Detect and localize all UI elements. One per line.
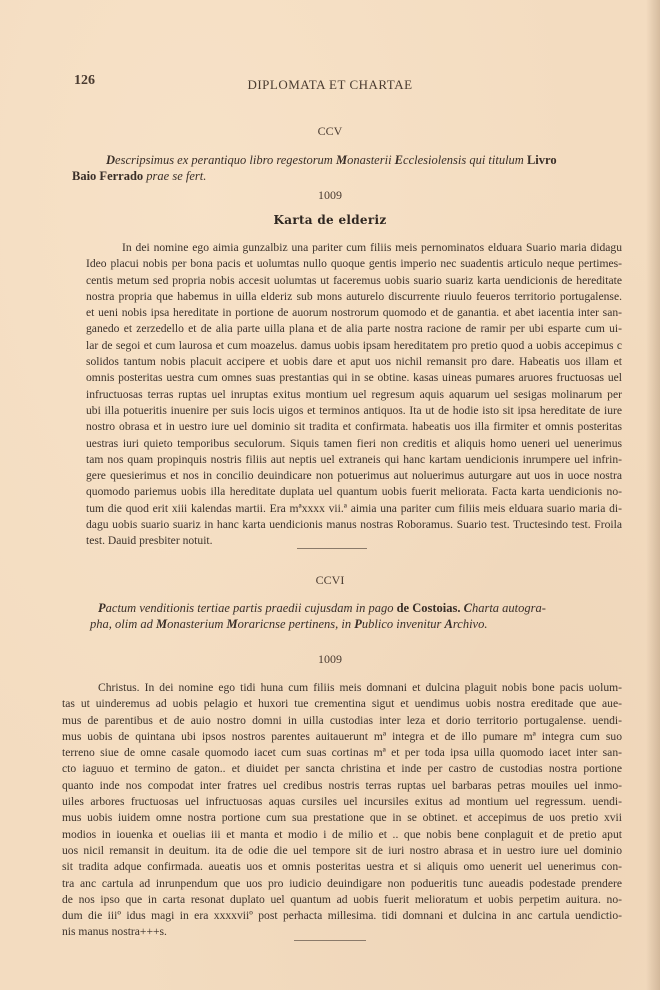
text-line: gere quesierimus et nos in concilio deuindicare non potuerimus aut noluerimus auturgare aut uos in uoce nostra <box>86 469 622 483</box>
page-number: 126 <box>74 73 95 88</box>
rubric-initial: A <box>444 617 453 631</box>
text-line: uiles arbores fructuosas uel infructuosas aquas cursiles uel incursiles exitus ad montium uel regressum. uendi- <box>62 795 622 809</box>
text-line: lar de segoi et cum laurosa et cum moazelus. damus uobis ipsam hereditatem pro pretio quod a uobis accepimus c <box>86 338 622 352</box>
text-line: sit tradita adque confirmada. aueatis uos et omnis posteritas uestra et si aliquis omo uenerit uel uenerimus con- <box>62 860 622 874</box>
rubric-text: onasterium <box>167 617 227 631</box>
text-line: nostra propria que habemus in uilla elderiz sub mons auturelo discurrente riuulo feueros territorio portugalense. <box>86 289 622 303</box>
page-edge-shadow <box>646 0 660 990</box>
text-line: In dei nomine ego aimia gunzalbiz una pariter cum filiis meis pernominatos elduara Suario maria didagu <box>122 241 622 254</box>
rubric-initial: P <box>98 601 106 615</box>
text-line: tam nos quam propinquis nostris filiis aut neptis uel extraneis qui hanc kartam uendicionis inrumpere uel infrin- <box>86 452 622 466</box>
text-line: mus de parentibus et de auio nostro domni in uilla custodias inter leza et dorio territorio portugalense. uendi- <box>62 713 622 727</box>
rubric-initial: M <box>155 617 168 631</box>
text-line: cto iaguuo et termino de gaton.. et diuidet per sancta christina et inde per castro de custodias nostra portione <box>62 762 622 776</box>
text-line: nis manus nostra+++s. <box>62 925 167 939</box>
running-head: DIPLOMATA ET CHARTAE <box>247 77 413 92</box>
text-line: nostro obrasa et in uestro iure uel dominio sit tradita et confirmata. habeatis uos illa firmiter et omnis posteritas <box>86 420 622 434</box>
text-line: et ueni nobis ipsa hereditate in portione de auorum nostrorum quomodo et de ganantia. et abet iacentia inter san- <box>86 306 622 320</box>
rubric-initial: M <box>226 617 238 631</box>
rubric-text: actum venditionis tertiae partis praedii cujusdam in pago <box>105 601 397 615</box>
document-numeral: CCVI <box>315 573 345 587</box>
document-year: 1009 <box>318 652 342 666</box>
document-rubric <box>78 600 622 632</box>
rubric-text: cclesiolensis qui titulum <box>403 153 527 167</box>
text-line: centis metum sed propria nobis accesit uolumtas ut faceremus uobis suario suariz karta uendicionis de hereditate <box>86 273 622 287</box>
rubric-initial: C <box>463 601 472 615</box>
text-line: dagu uobis suario suariz in hanc karta uendicionis manus nostras Roboramus. Suario test. Tructesindo test. Froila <box>86 518 622 532</box>
text-line: test. Dauid presbiter notuit. <box>86 534 213 548</box>
text-line: uestras iuri quieto temporibus seculorum. Siquis tamen fieri non creditis et aliquis homo ueneri uel uenerimus <box>86 436 622 450</box>
text-line: mus uobis de quintana ubi ipsos nostros parentes auitauerunt mª integra et de illo pumare mª integra cum suo <box>62 729 622 743</box>
document-body <box>62 680 622 941</box>
document-body <box>86 240 622 550</box>
rubric-initial: P <box>354 617 362 631</box>
text-line: quanto inde nos compodat inter fratres uel credibus nostris terras ruptas uel barbaras petras mouiles uel inmo- <box>62 778 622 792</box>
rubric-line: pha, olim ad Monasterium Moraricnse pertinens, in Publico invenitur Archivo. <box>90 617 488 631</box>
rubric-text: rchivo. <box>452 617 488 631</box>
document-title: Karta de elderiz <box>273 213 387 227</box>
text-line: modios in iouenka et ouelias iii et manta et modio i de milio et .. que nobis bene conplaguit et de pretio aput <box>62 827 622 841</box>
text-line: dum die iiiº idus magi in era xxxxviiº post perhacta millesima. tidi domnani et dulcina in anc cartula uendictio- <box>62 909 622 923</box>
text-line: Christus. In dei nomine ego tidi huna cum filiis meis domnani et dulcina plaguit nobis bone pacis uolum- <box>98 681 622 694</box>
rubric-initial: E <box>394 153 404 167</box>
rubric-line: Baio Ferrado prae se fert. <box>72 169 207 183</box>
text-line: tas ut uinderemus ad uobis pelagio et huxori tue crementina sigut et uendimus uobis nostra ereditade que aue- <box>62 697 622 711</box>
rubric-text: oraricnse pertinens, in <box>237 617 355 631</box>
text-line: Ideo placui nobis per bona pacis et uolumtas nullo quoque gentis imperio nec suadentis articulo neque pertimes- <box>86 257 622 271</box>
rubric-initial: M <box>335 153 348 167</box>
text-line: terreno siue de omne casale quomodo iacet cum suas cortinas mª et per toda ipsa uilla quomodo iacet inter san- <box>62 746 622 760</box>
text-line: mus uobis iuidem omne nostra portione cum sua prestatione que in se obtinet. et accepimus de uos pretio xvii <box>62 811 622 825</box>
rubric-initial: D <box>106 153 116 167</box>
text-line: uos nicil remansit in deuitum. ita de odie die uel tempore sit de iuri nostro abrasa et in uestro iure uel dominio <box>62 843 622 857</box>
rubric-line: Pactum venditionis tertiae partis praedii cujusdam in pago de Costoias. Charta autogra- <box>98 601 546 615</box>
text-line: solidos tantum nobis placuit accipere et uobis dare et aput uos nichil remansit pro dare. Habeatis uos illam et <box>86 355 622 369</box>
text-line: quomodo pariemus uobis illa hereditate duplata uel quantum uobis fuerit meliorata. Facta karta uendicionis no- <box>86 485 622 499</box>
text-line: ganedo et zerzedello et de alia parte uilla plana et de alia parte nostra racione de ramir per ubi esparte cum ui- <box>86 322 622 336</box>
rubric-text: de Costoias. <box>396 601 464 615</box>
section-divider <box>297 548 367 549</box>
rubric-text: ublico invenitur <box>361 617 445 631</box>
text-line: omnis posteritas uestra cum omnes suas prestantias qui in se obtine. kasas uineas pumares aruores fructuosas uel <box>86 371 622 385</box>
document-numeral: CCV <box>317 124 343 138</box>
section-divider <box>294 940 366 941</box>
text-line: de nos ipso que in carta resonat duplato uel quantum ad uobis fuerit melioratum et uobis perpetim auitura. no- <box>62 892 622 906</box>
rubric-text: escripsimus ex perantiquo libro regestorum <box>115 153 336 167</box>
text-line: infructuosas terras ruptas uel inruptas exitus montium uel regresum aquis aquarum uel sesigas molinarum per <box>86 387 622 401</box>
rubric-line: Descripsimus ex perantiquo libro regestorum Monasterii Ecclesiolensis qui titulum Livro <box>106 153 557 167</box>
document-rubric <box>72 152 622 184</box>
document-year: 1009 <box>318 188 342 202</box>
rubric-text: onasterii <box>347 153 395 167</box>
text-line: tum die quod erit xiii kalendas martii. Era mªxxxx vii.ª aimia una pariter cum filiis meis elduara suario maria di- <box>86 501 622 515</box>
text-line: ubi illa potueritis inuenire per suis locis uigos et terminos antiquos. Ita ut de hodie isto sit ipsa hereditate de iure <box>86 403 622 417</box>
text-line: tra anc cartula ad inrunpendum que uos pro iudicio deuindigare non podueritis tunc aueadis podestade prendere <box>62 876 622 890</box>
rubric-text: prae se fert. <box>146 169 207 183</box>
